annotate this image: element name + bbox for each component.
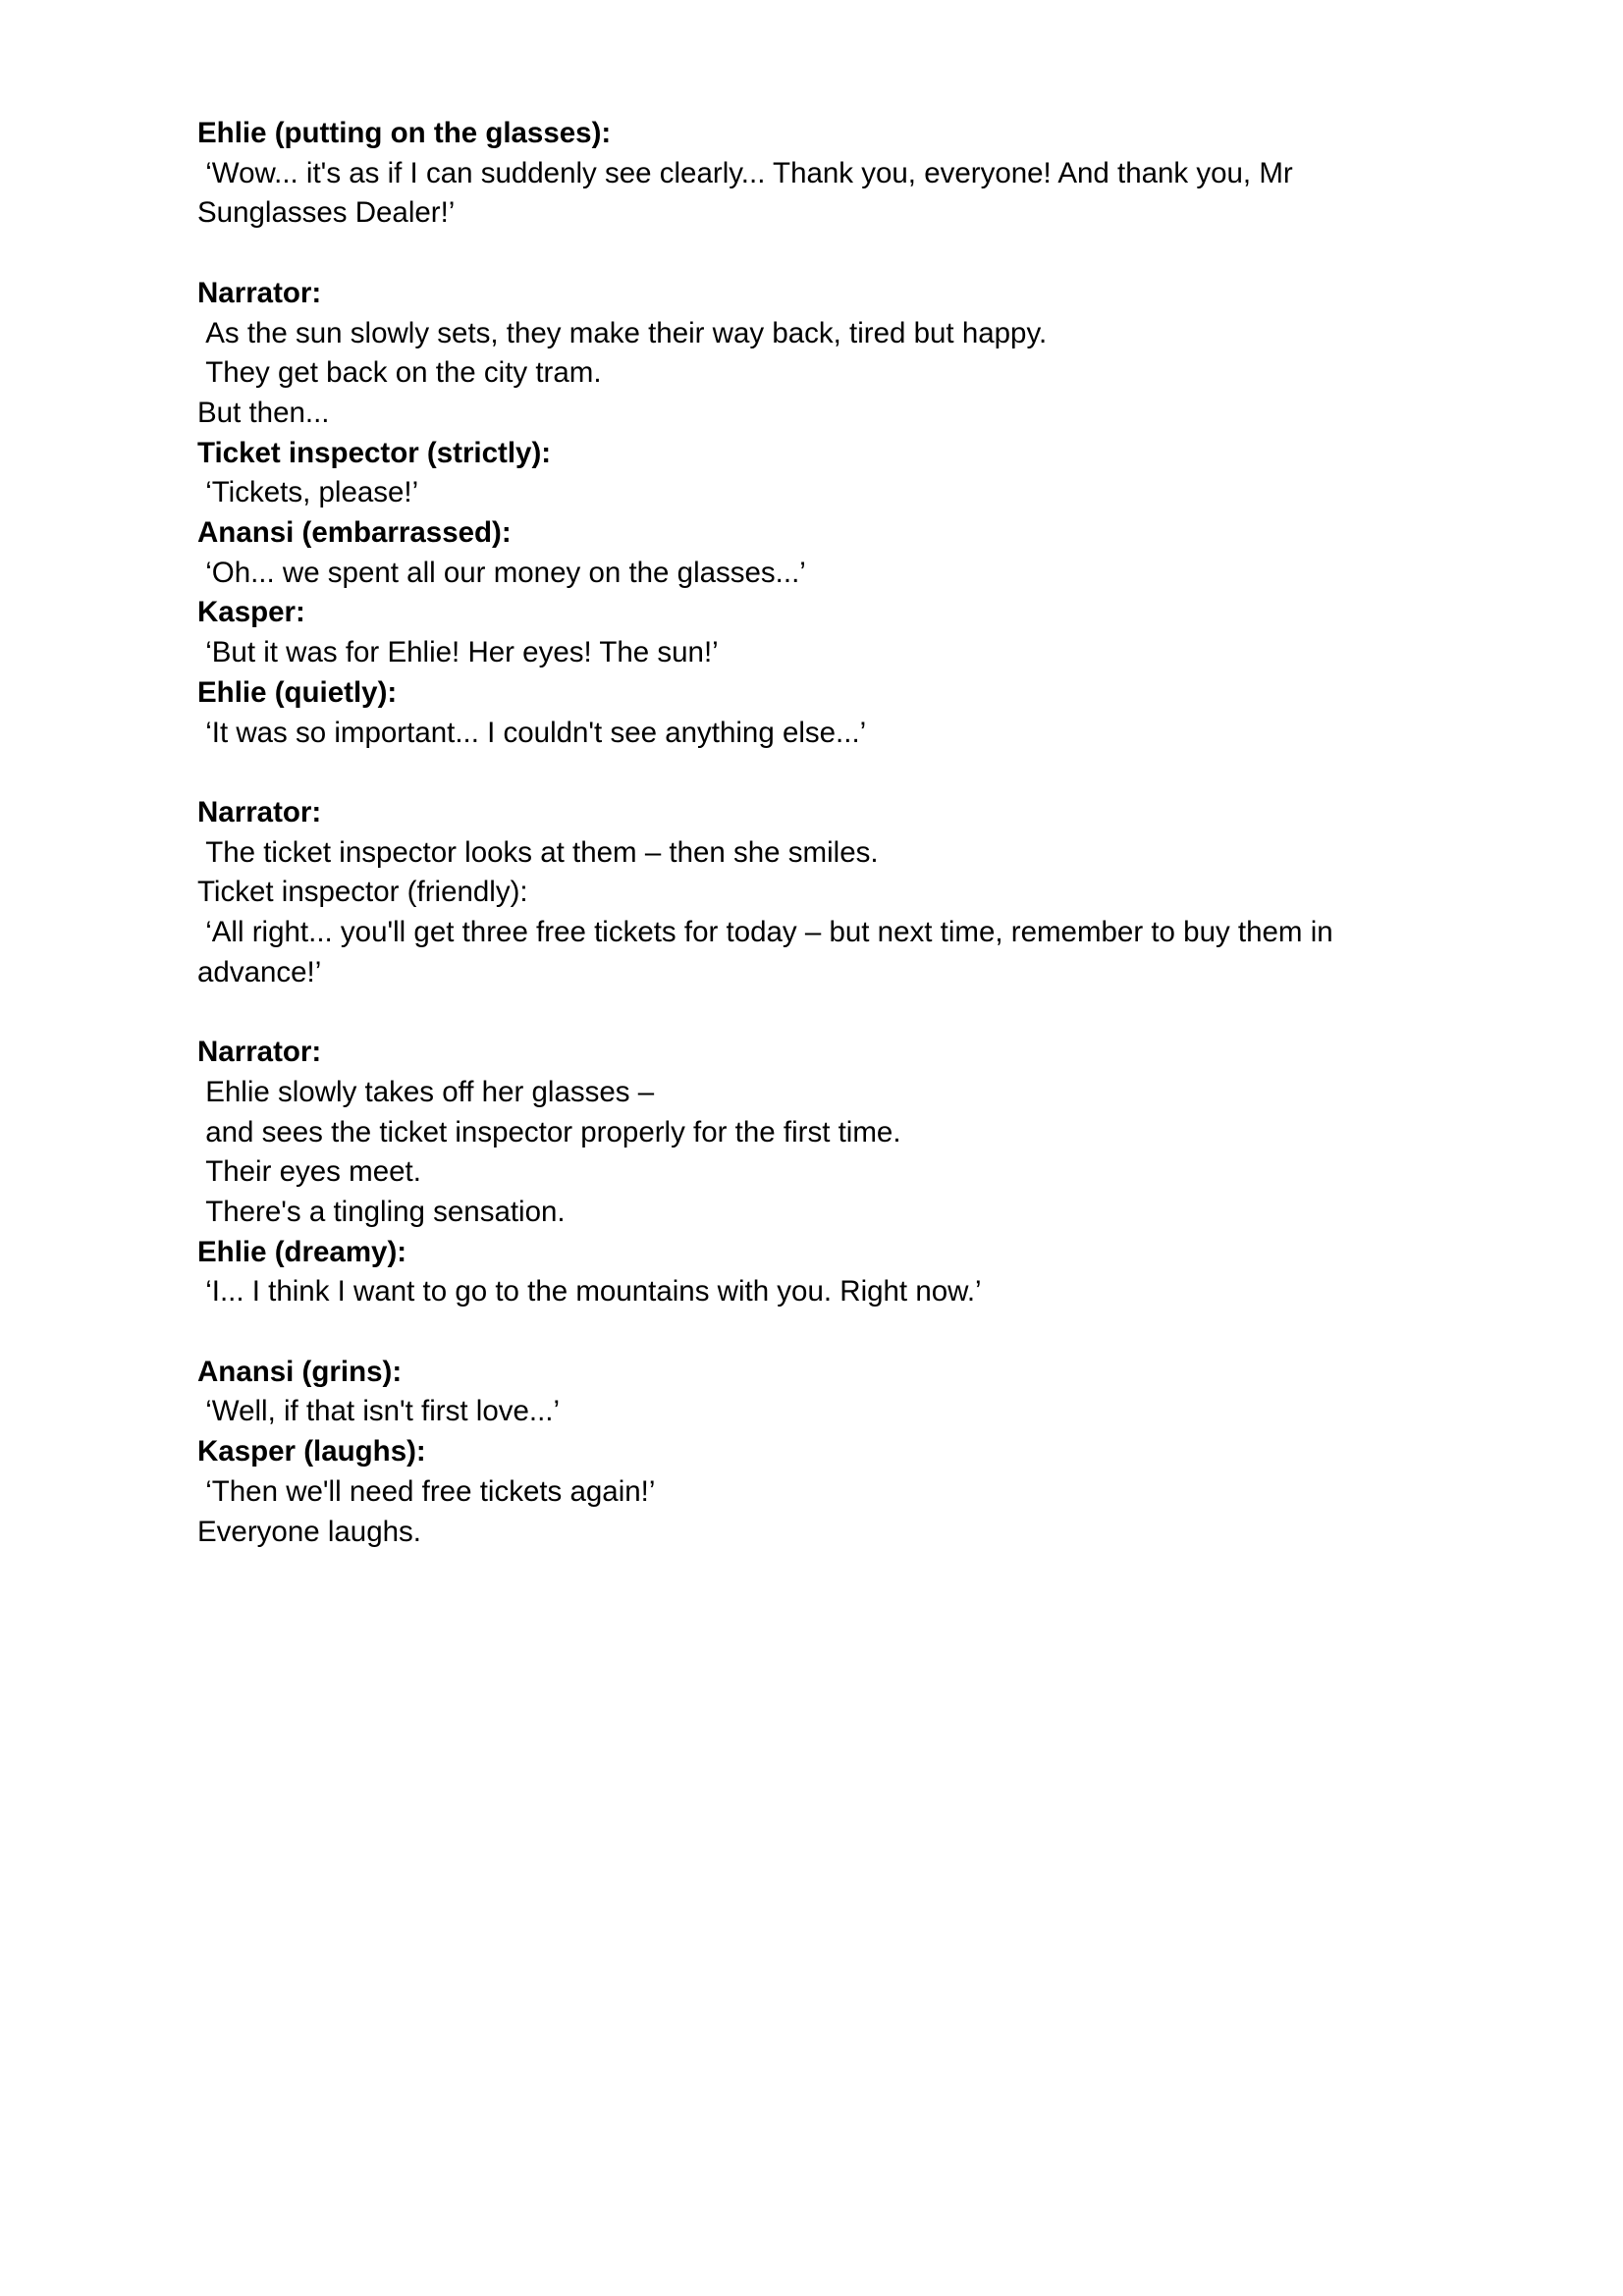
dialogue-line: ‘Wow... it's as if I can suddenly see clearly... Thank you, everyone! And thank you, Mr Sunglasses Dealer!’ bbox=[197, 156, 1301, 230]
dialogue-line: There's a tingling sensation. bbox=[197, 1195, 566, 1228]
dialogue-line: Ehlie slowly takes off her glasses – bbox=[197, 1075, 655, 1108]
speaker-heading: Ehlie (putting on the glasses): bbox=[197, 117, 612, 149]
speaker-heading: Narrator: bbox=[197, 276, 322, 309]
paragraph-gap bbox=[197, 753, 1434, 793]
dialogue-line: ‘Then we'll need free tickets again!’ bbox=[197, 1474, 656, 1508]
speaker-heading: Ehlie (dreamy): bbox=[197, 1235, 407, 1268]
dialogue-line: They get back on the city tram. bbox=[197, 356, 602, 390]
speaker-heading: Kasper (laughs): bbox=[197, 1435, 426, 1468]
dialogue-line: and sees the ticket inspector properly for the first time. bbox=[197, 1115, 901, 1148]
paragraph-gap bbox=[197, 234, 1434, 274]
dialogue-line: As the sun slowly sets, they make their way back, tired but happy. bbox=[197, 316, 1048, 349]
speaker-heading: Ticket inspector (strictly): bbox=[197, 436, 552, 469]
dialogue-line: ‘Well, if that isn't first love...’ bbox=[197, 1395, 561, 1428]
speaker-heading: Ehlie (quietly): bbox=[197, 675, 398, 709]
dialogue-line: ‘Tickets, please!’ bbox=[197, 476, 419, 509]
speaker-heading: Narrator: bbox=[197, 795, 322, 828]
speaker-heading: Anansi (embarrassed): bbox=[197, 516, 512, 550]
speaker-heading: Narrator: bbox=[197, 1036, 322, 1069]
dialogue-line: Ticket inspector (friendly): bbox=[197, 876, 528, 909]
dialogue-line: ‘But it was for Ehlie! Her eyes! The sun!’ bbox=[197, 636, 719, 669]
dialogue-line: ‘It was so important... I couldn't see anything else...’ bbox=[197, 716, 867, 749]
speaker-heading: Kasper: bbox=[197, 596, 305, 629]
paragraph-gap bbox=[197, 992, 1434, 1033]
paragraph-gap bbox=[197, 1312, 1434, 1353]
dialogue-line: The ticket inspector looks at them – then she smiles. bbox=[197, 835, 879, 869]
dialogue-line: ‘All right... you'll get three free tickets for today – but next time, remember to buy them in advance!’ bbox=[197, 916, 1341, 988]
dialogue-line: Everyone laughs. bbox=[197, 1515, 421, 1548]
script-body bbox=[197, 114, 1434, 1552]
dialogue-line: ‘I... I think I want to go to the mountains with you. Right now.’ bbox=[197, 1275, 982, 1308]
dialogue-line: ‘Oh... we spent all our money on the glasses...’ bbox=[197, 556, 806, 589]
speaker-heading: Anansi (grins): bbox=[197, 1355, 403, 1388]
dialogue-line: But then... bbox=[197, 396, 330, 429]
dialogue-line: Their eyes meet. bbox=[197, 1155, 421, 1189]
